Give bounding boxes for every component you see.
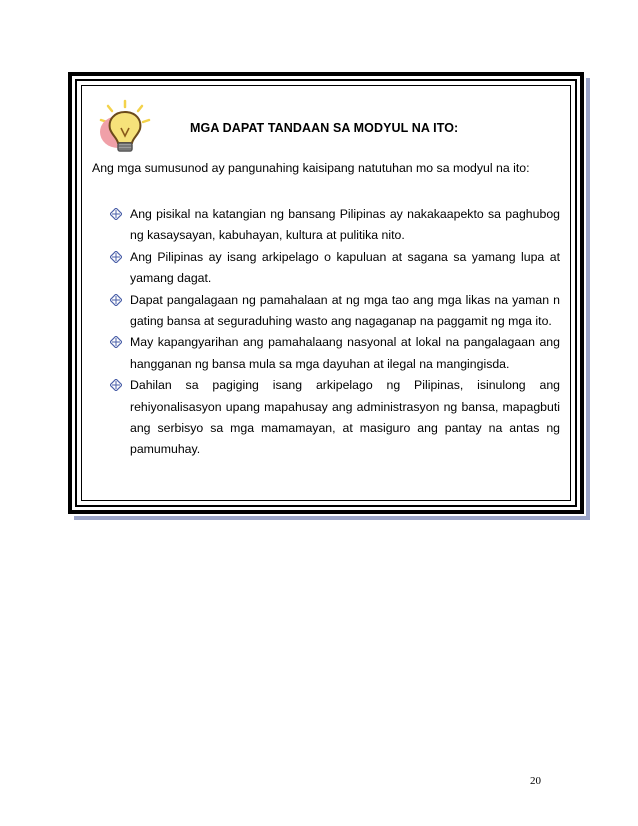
list-item bbox=[108, 247, 560, 290]
lightbulb-icon bbox=[96, 98, 154, 156]
diamond-bullet-icon bbox=[110, 294, 122, 306]
list-item bbox=[108, 290, 560, 333]
box-intro: Ang mga sumusunod ay pangunahing kaisipang natutuhan mo sa modyul na ito: bbox=[92, 161, 530, 175]
list-item bbox=[108, 332, 560, 375]
list-item bbox=[108, 375, 560, 461]
list-item bbox=[108, 204, 560, 247]
list-item-text: Ang Pilipinas ay isang arkipelago o kapuluan at sagana sa yamang lupa at yamang dagat. bbox=[130, 249, 560, 286]
diamond-bullet-icon bbox=[110, 336, 122, 348]
box-heading: MGA DAPAT TANDAAN SA MODYUL NA ITO: bbox=[190, 121, 459, 135]
list-item-text: Ang pisikal na katangian ng bansang Pilipinas ay nakakaapekto sa paghubog ng kasaysayan, kabuhayan, kultura at pulitika nito. bbox=[130, 207, 560, 243]
diamond-bullet-icon bbox=[110, 379, 122, 391]
list-item-text: Dahilan sa pagiging isang arkipelago ng Pilipinas, isinulong ang rehiyonalisasyon upang mapahusay ang administrasyon ng bansa, mapagbuti ang serbisyo sa mga mamamayan, at masiguro ang pantay na antas ng pamumuhay. bbox=[130, 378, 560, 457]
diamond-bullet-icon bbox=[110, 208, 122, 220]
page-number: 20 bbox=[530, 775, 541, 787]
diamond-bullet-icon bbox=[110, 251, 122, 263]
list-item-text: Dapat pangalagaan ng pamahalaan at ng mga tao ang mga likas na yaman n gating bansa at seguraduhing wasto ang nagaganap na paggamit ng mga ito. bbox=[130, 292, 560, 329]
list-item-text: May kapangyarihan ang pamahalaang nasyonal at lokal na pangalagaan ang hangganan ng bansa mula sa mga dayuhan at ilegal na mangingisda. bbox=[130, 335, 560, 371]
key-points-list bbox=[108, 204, 560, 461]
